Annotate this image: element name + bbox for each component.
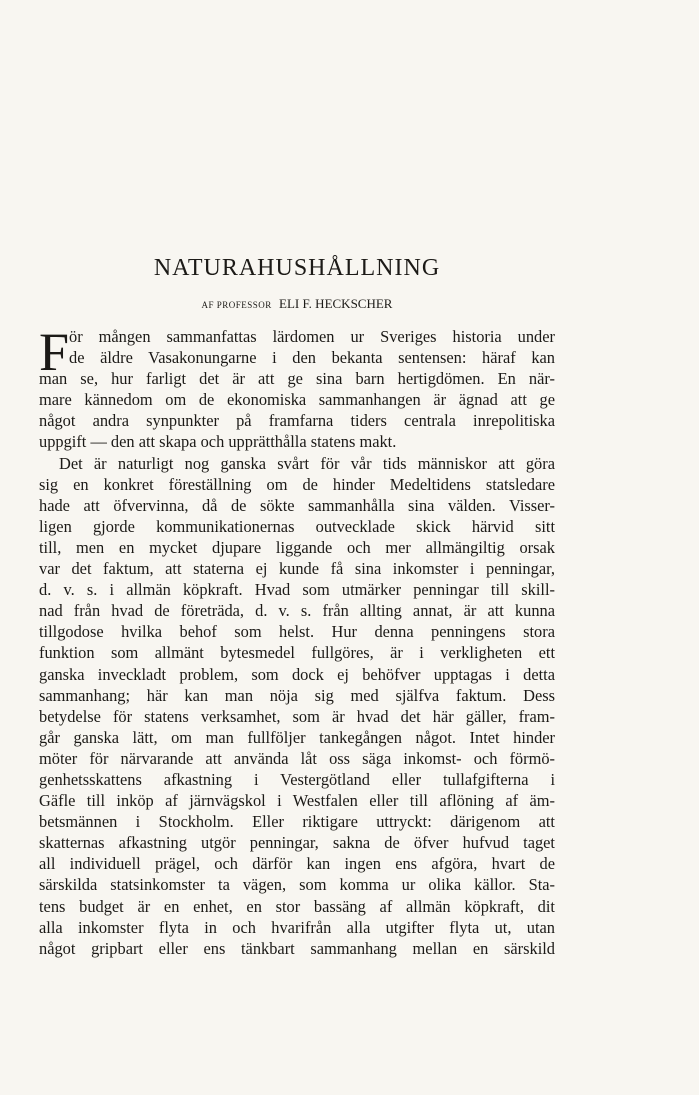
text-line: mare kännedom om de ekonomiska sammanhangen är ägnad att ge	[39, 390, 555, 410]
text-line: betsmännen i Stockholm. Eller riktigare uttryckt: därigenom att	[39, 812, 555, 832]
text-line: ör mången sammanfattas lärdomen ur Sveriges historia under	[69, 327, 555, 346]
text-line: tillgodose hvilka behof som helst. Hur denna penningens stora	[39, 622, 555, 642]
text-line: skatternas afkastning utgör penningar, sakna de öfver hufvud taget	[39, 833, 555, 853]
text-line: till, men en mycket djupare liggande och mer allmängiltig orsak	[39, 537, 555, 557]
text-line: sig en konkret föreställning om de hinder Medeltidens statsledare	[39, 474, 555, 494]
text-line: något andra synpunkter på framfarna tiders centrala inrepolitiska	[39, 411, 555, 431]
text-line: de äldre Vasakonungarne i den bekanta sentensen: häraf kan	[69, 348, 555, 368]
text-line: hade att öfvervinna, då de sökte sammanhålla sina välden. Visser-	[39, 495, 555, 515]
byline	[0, 296, 594, 312]
text-line: ganska inveckladt problem, som dock ej behöfver upptagas i detta	[39, 664, 555, 684]
text-line: alla inkomster flyta in och hvarifrån alla utgifter flyta ut, utan	[39, 917, 555, 937]
text-line: ligen gjorde kommunikationernas outvecklade skick härvid sitt	[39, 516, 555, 536]
byline-prefix: AF PROFESSOR	[201, 300, 272, 310]
text-line: genhetsskattens afkastning i Vestergötland eller tullafgifterna i	[39, 769, 555, 789]
text-line: uppgift — den att skapa och upprätthålla statens makt.	[39, 432, 397, 452]
text-line: d. v. s. i allmän köpkraft. Hvad som utmärker penningar till skill-	[39, 580, 555, 600]
text-line: går ganska lätt, om man fullföljer tankegången något. Intet hinder	[39, 727, 555, 747]
text-line: all individuell prägel, och därför kan ingen ens afgöra, hvart de	[39, 854, 555, 874]
text-line: man se, hur farligt det är att ge sina barn hertigdömen. En när-	[39, 369, 555, 389]
text-line: möter för närvarande att använda låt oss säga inkomst- och förmö-	[39, 748, 555, 768]
text-line: nad från hvad de företräda, d. v. s. från allting annat, är att kunna	[39, 601, 555, 621]
text-line: sammanhang; här kan man nöja sig med själfva faktum. Dess	[39, 685, 555, 705]
article-body	[39, 322, 555, 959]
article-title: NATURAHUSHÅLLNING	[153, 255, 441, 281]
drop-cap: F	[39, 322, 70, 382]
text-line: särskilda statsinkomster ta vägen, som komma ur olika källor. Sta-	[39, 875, 555, 895]
text-line: funktion som allmänt bytesmedel fullgöres, är i verkligheten ett	[39, 643, 555, 663]
text-line: betydelse för statens verksamhet, som är hvad det här gäller, fram-	[39, 706, 555, 726]
text-line: något gripbart eller ens tänkbart sammanhang mellan en särskild	[39, 938, 555, 958]
text-line: Gäfle till inköp af järnvägskol i Westfalen eller till aflöning af äm-	[39, 791, 555, 811]
text-line: tens budget är en enhet, en stor bassäng af allmän köpkraft, dit	[39, 896, 555, 916]
text-line: Det är naturligt nog ganska svårt för vår tids människor att göra	[59, 453, 555, 473]
byline-author: ELI F. HECKSCHER	[279, 296, 393, 311]
text-line: var det faktum, att staterna ej kunde få sina inkomster i penningar,	[39, 559, 555, 579]
